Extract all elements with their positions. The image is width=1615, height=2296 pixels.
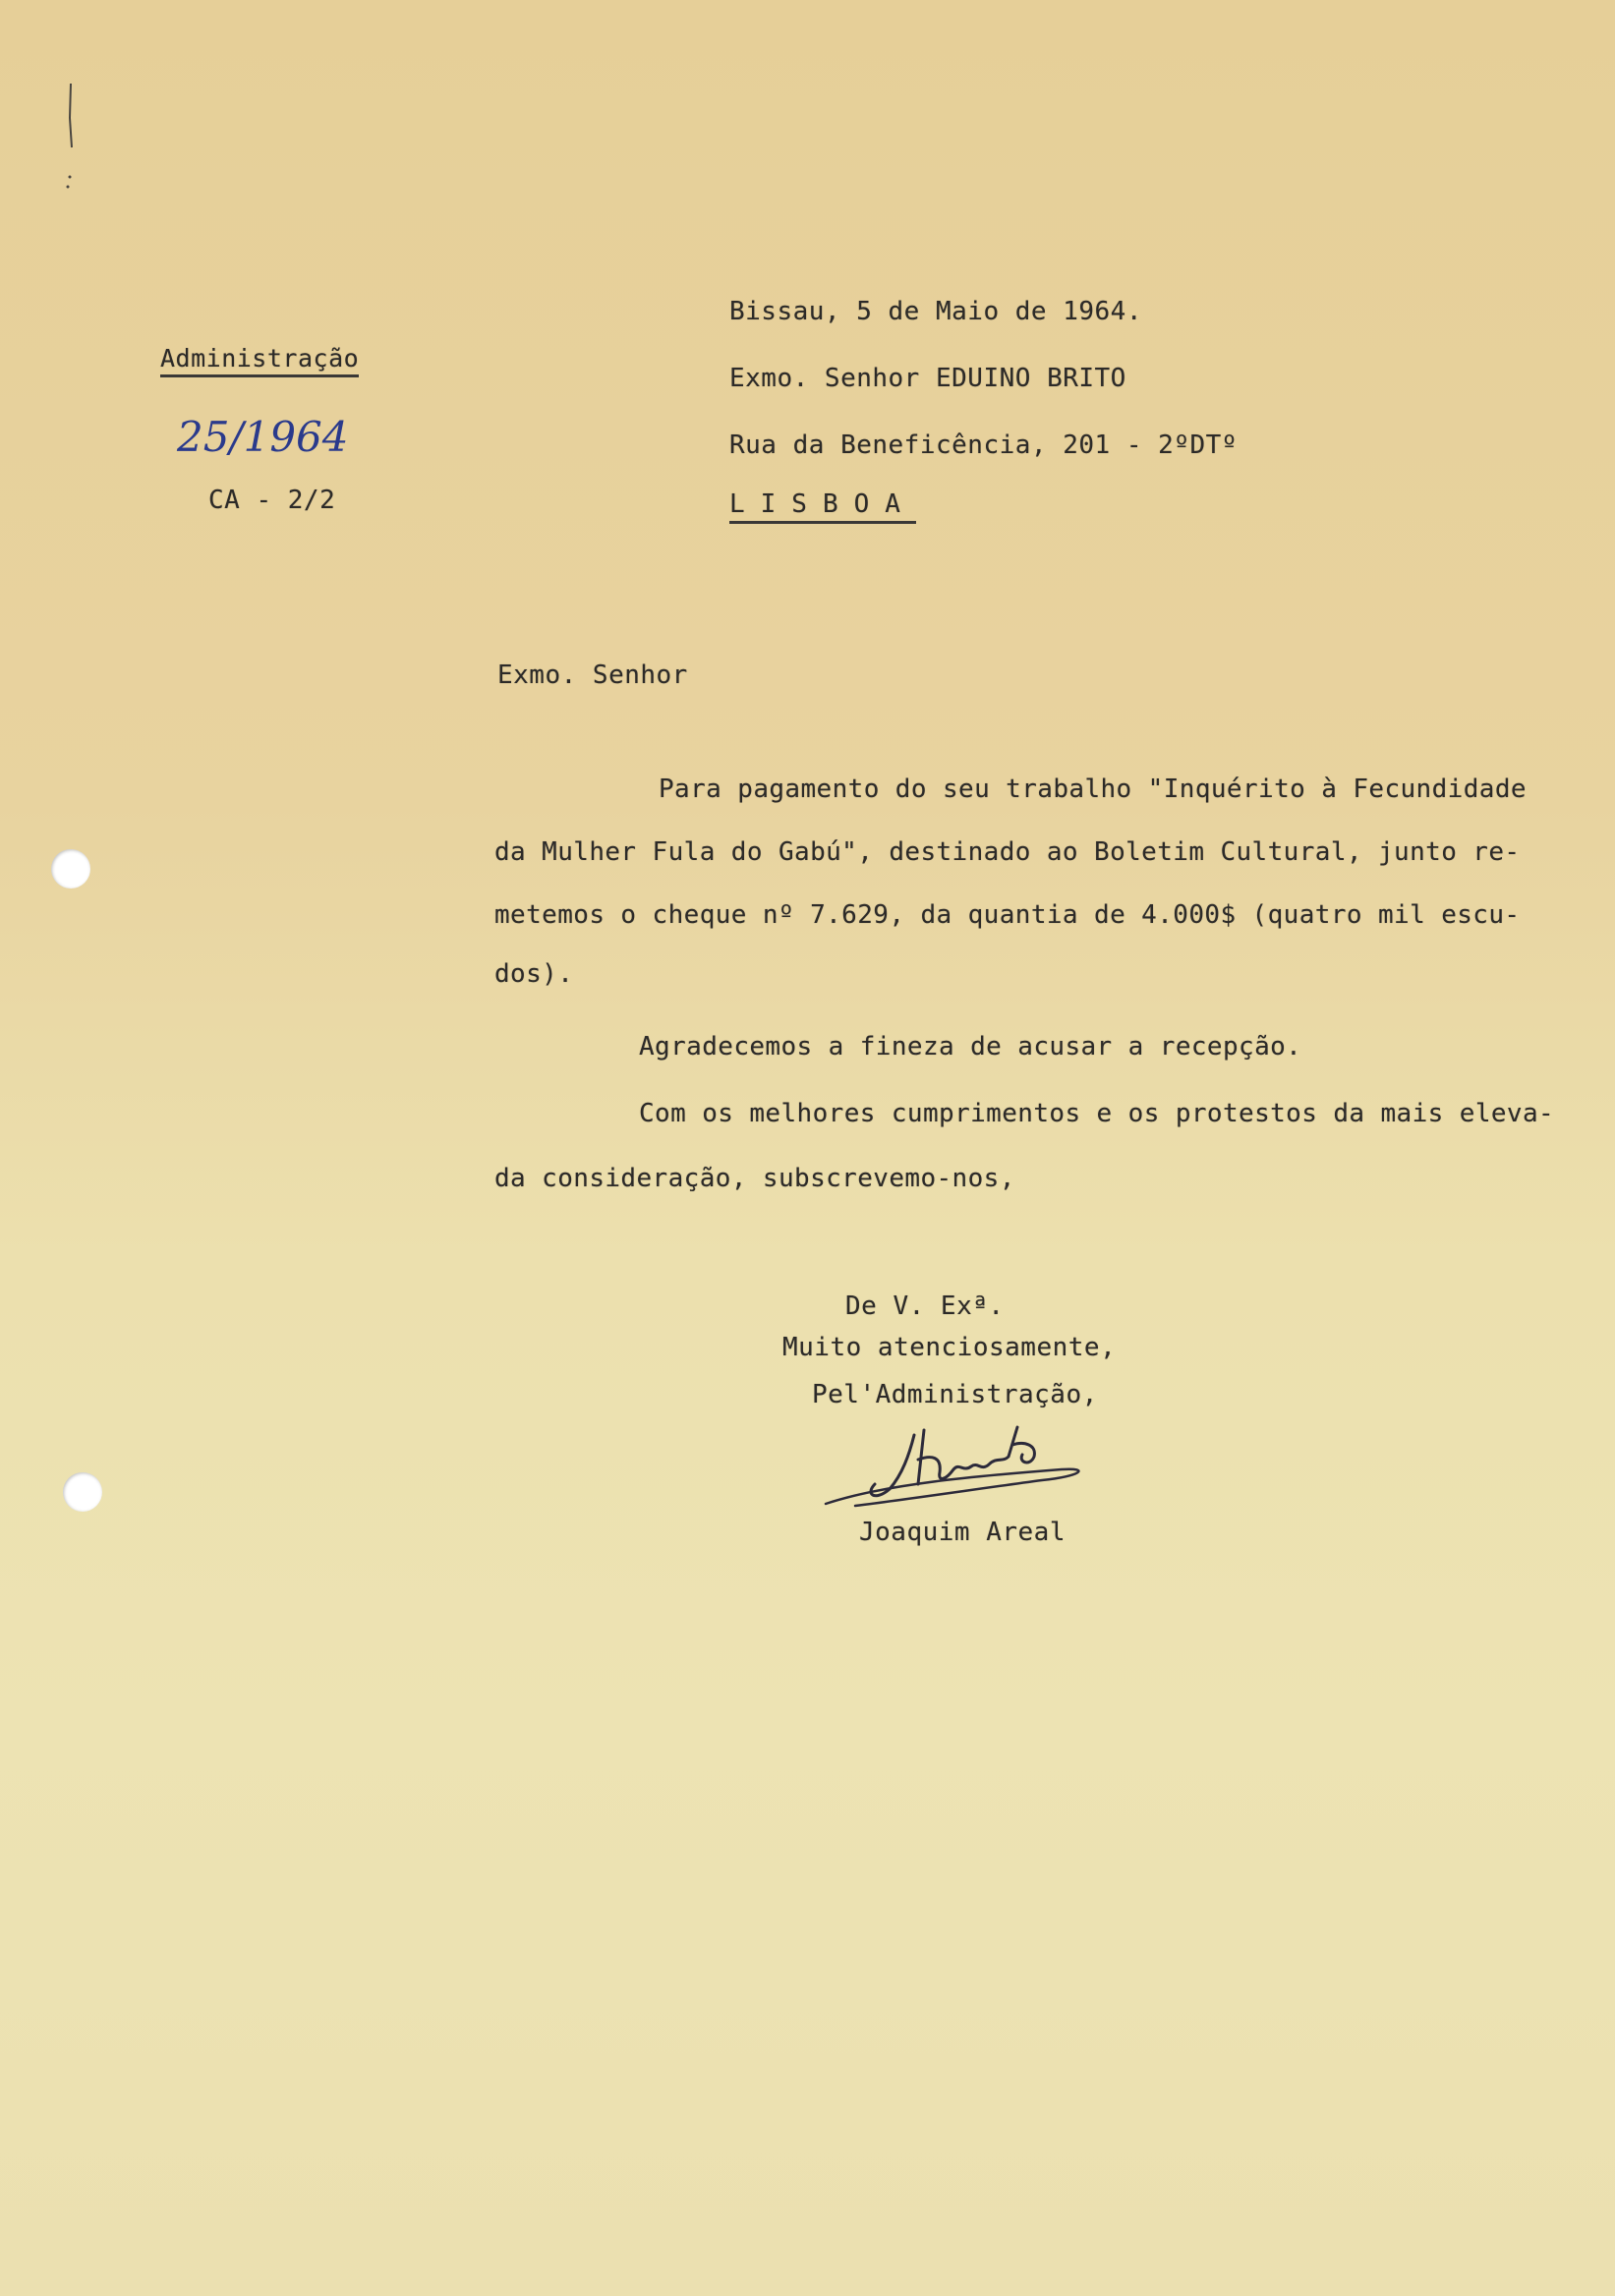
paragraph-3-line-1: Com os melhores cumprimentos e os protestos da mais eleva- xyxy=(639,1099,1555,1128)
closing-line-3: Pel'Administração, xyxy=(812,1380,1098,1409)
paragraph-2: Agradecemos a fineza de acusar a recepção. xyxy=(639,1032,1302,1062)
closing-line-1: De V. Exª. xyxy=(845,1292,1005,1321)
paragraph-1-line-3: metemos o cheque nº 7.629, da quantia de 4.000$ (quatro mil escu- xyxy=(494,900,1521,930)
reference-number: 25/1964 xyxy=(177,413,349,461)
addressee: Exmo. Senhor EDUINO BRITO xyxy=(729,364,1126,393)
file-code: CA - 2/2 xyxy=(208,486,336,515)
punch-hole-bottom xyxy=(63,1472,102,1512)
paragraph-1-line-2: da Mulher Fula do Gabú", destinado ao Boletim Cultural, junto re- xyxy=(494,837,1521,867)
paragraph-1-line-4: dos). xyxy=(494,959,574,989)
signatory-name: Joaquim Areal xyxy=(859,1518,1066,1547)
salutation: Exmo. Senhor xyxy=(497,660,688,690)
address-city: LISBOA xyxy=(729,489,916,524)
closing-line-2: Muito atenciosamente, xyxy=(782,1333,1117,1362)
place-date: Bissau, 5 de Maio de 1964. xyxy=(729,297,1142,326)
paragraph-1-line-1: Para pagamento do seu trabalho "Inquérito à Fecundidade xyxy=(659,775,1527,804)
punch-hole-top xyxy=(51,849,90,889)
handwritten-signature xyxy=(816,1415,1101,1523)
address-street: Rua da Beneficência, 201 - 2ºDTº xyxy=(729,430,1238,460)
department-label: Administração xyxy=(160,344,359,377)
paragraph-3-line-2: da consideração, subscrevemo-nos, xyxy=(494,1164,1015,1193)
binder-mark xyxy=(61,79,81,197)
